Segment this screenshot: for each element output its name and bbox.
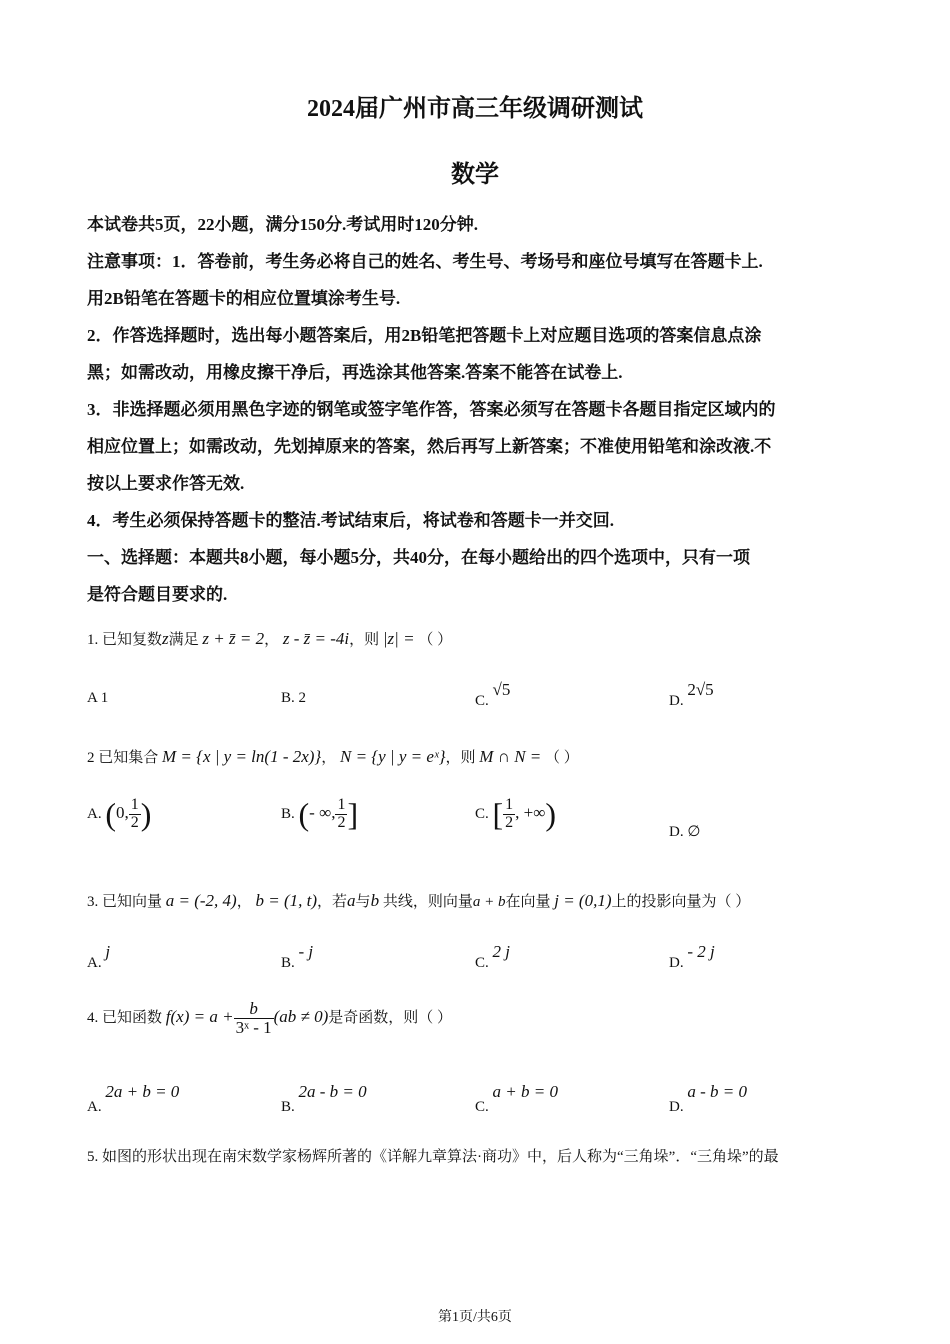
question-1 [87,628,452,649]
q4-option-d-label: D. [669,1099,684,1115]
q2-option-d-label: D. [669,824,684,840]
q4-option-b-value: 2a - b = 0 [298,1082,367,1101]
note-line: 3．非选择题必须用黑色字迹的钢笔或签字笔作答，答案必须写在答题卡各题目指定区域内的 [87,400,776,419]
q3-av: a [347,891,356,910]
note-line: 4．考生必须保持答题卡的整洁.考试结束后，将试卷和答题卡一并交回. [87,511,614,530]
section-heading: 一、选择题：本题共8小题，每小题5分，共40分，在每小题给出的四个选项中，只有一项 [87,548,750,567]
q4-option-d-value: a - b = 0 [687,1082,747,1101]
q1-option-d-value: 2√5 [687,680,714,699]
q1-option-c [475,680,511,710]
q4-option-c [475,1082,558,1116]
q4-prefix: 4. 已知函数 [87,1009,163,1026]
q4-option-c-label: C. [475,1099,489,1115]
q4-end: 是奇函数，则（ ） [328,1009,453,1026]
q4-option-b-label: B. [281,1099,295,1115]
question-3 [87,890,750,911]
q2-option-c: C. [ $\frac{1}{2}$ , +∞) [475,796,557,832]
note-line: 2．作答选择题时，选出每小题答案后，用2B铅笔把答题卡上对应题目选项的答案信息点涂 [87,326,762,345]
q3-end: 上的投影向量为（ ） [611,894,751,910]
subject-title: 数学 [451,162,499,188]
q3-option-b-value: - j [298,942,314,961]
q2-option-d-value: ∅ [687,824,701,840]
note-line: 黑；如需改动，用橡皮擦干净后，再选涂其他答案.答案不能答在试卷上. [87,363,623,382]
q2-option-a-label: A. [87,805,102,822]
q2-option-a: A. (0, $\frac{1}{2}$ ) [87,796,152,832]
note-line: 注意事项：1．答卷前，考生务必将自己的姓名、考生号、考场号和座位号填写在答题卡上. [87,252,763,271]
q2-sep: ， [321,750,337,766]
q1-var: z [162,629,169,648]
q4-option-c-value: a + b = 0 [492,1082,558,1101]
q3-sum: a + b [472,894,506,910]
section-heading: 是符合题目要求的. [87,585,228,604]
q2-set-n: N = {y | y = eˣ} [340,747,446,766]
note-line: 相应位置上；如需改动，先划掉原来的答案，然后再写上新答案；不准使用铅笔和涂改液.不 [87,437,772,456]
q3-option-c-label: C. [475,955,489,971]
q4-condition: (ab ≠ 0) [273,1006,329,1026]
q4-option-a [87,1082,180,1116]
q2-then: ，则 [445,750,476,766]
q4-option-b [281,1082,367,1116]
q1-mid: 满足 [168,632,199,648]
q3-option-d-label: D. [669,955,684,971]
q3-option-c-value: 2 j [492,942,510,961]
q1-prefix: 1. 已知复数 [87,632,163,648]
q3-vector-j: j = (0,1) [554,891,612,910]
q3-with: 与 [355,894,371,910]
q3-vector-a: a = (-2, 4) [165,891,237,910]
q1-option-c-value: √5 [492,680,511,699]
exam-title: 2024届广州市高三年级调研测试 [307,96,643,122]
q4-option-a-label: A. [87,1099,102,1115]
q3-prefix: 3. 已知向量 [87,894,163,910]
q2-option-b: B. (- ∞, $\frac{1}{2}$ ] [281,796,359,832]
q3-vector-b: b = (1, t) [255,891,318,910]
q1-eq1: z + z̄ = 2 [202,629,265,648]
q3-option-b-label: B. [281,955,295,971]
q1-option-b: B. 2 [281,690,307,706]
q1-eq2: z - z̄ = -4i [282,629,350,648]
question-4 [87,1000,452,1037]
q4-function: f(x) = a + [165,1006,234,1026]
note-line: 用2B铅笔在答题卡的相应位置填涂考生号. [87,289,401,308]
q4-option-d [669,1082,747,1116]
q1-option-c-label: C. [475,693,489,709]
question-5: 5. 如图的形状出现在南宋数学家杨辉所著的《详解九章算法·商功》中，后人称为“三角垛”．“三角垛”的最 [87,1149,779,1165]
q1-option-d-label: D. [669,693,684,709]
question-2 [87,746,579,767]
q2-option-b-label: B. [281,805,295,822]
q3-onto: 在向量 [505,894,551,910]
q3-option-a [87,942,111,972]
q4-fraction [234,1000,274,1037]
q3-option-b [281,942,314,972]
q2-option-d [669,822,700,841]
q2-set-m: M = {x | y = ln(1 - 2x)} [162,747,322,766]
q3-if: ，若 [317,894,348,910]
q4-denominator: 3ˣ - 1 [235,1017,272,1037]
q2-blank: （ ） [545,750,579,766]
q1-sep: ， [264,632,280,648]
q3-option-d-value: - 2 j [687,942,715,961]
q3-bv: b [370,891,380,910]
q3-sep: ， [236,894,252,910]
q1-then: ，则 [349,632,380,648]
q2-option-c-label: C. [475,805,489,822]
q3-option-a-value: j [105,942,111,961]
q4-option-a-value: 2a + b = 0 [105,1082,180,1101]
q4-numerator: b [234,1000,274,1019]
q3-option-c [475,942,510,972]
q1-ask: |z| = [382,629,415,648]
q3-option-a-label: A. [87,955,102,971]
q3-option-d [669,942,715,972]
intro-line: 本试卷共5页，22小题，满分150分.考试用时120分钟. [87,215,478,234]
q2-prefix: 2 已知集合 [87,750,159,766]
q3-collinear: 共线，则向量 [382,894,473,910]
q2-ask: M ∩ N = [479,747,542,766]
q1-option-a: A 1 [87,690,109,706]
page-footer: 第1页/共6页 [438,1310,512,1325]
note-line: 按以上要求作答无效. [87,474,245,493]
q1-blank: （ ） [418,632,453,648]
q1-option-d [669,680,714,710]
